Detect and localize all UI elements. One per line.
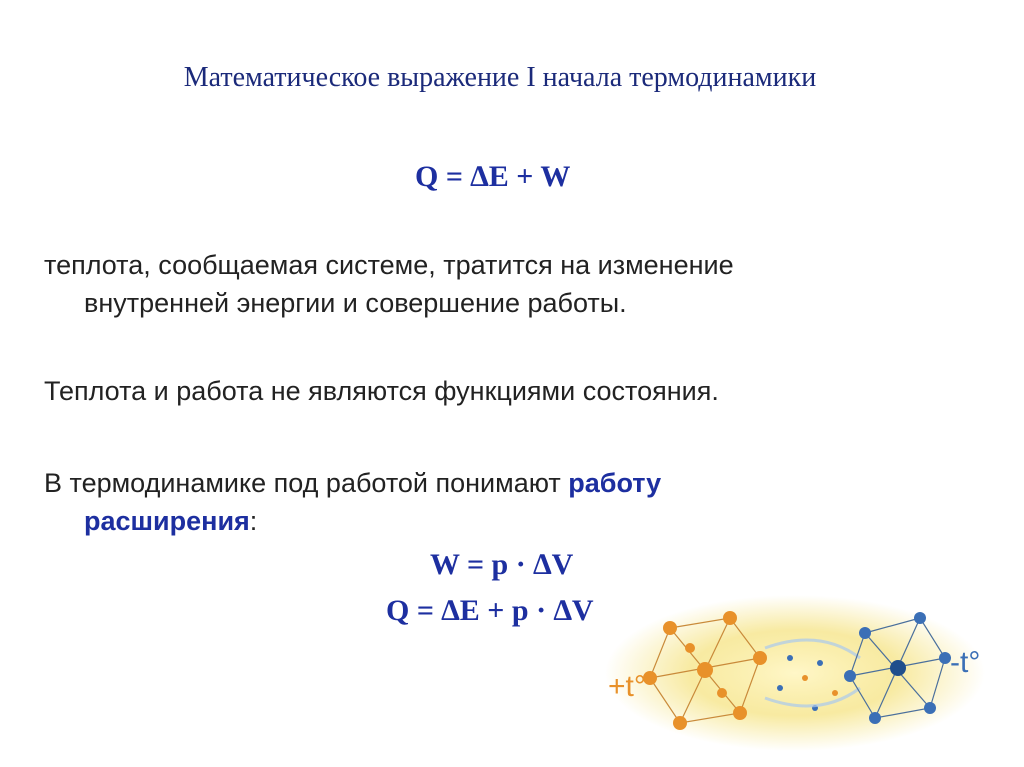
first-law-equation: Q = ∆E + W bbox=[415, 160, 571, 193]
hot-label: +t° bbox=[608, 670, 646, 703]
paragraph-heat-usage-line2: внутренней энергии и совершение работы. bbox=[84, 288, 627, 318]
paragraph-state-functions: Теплота и работа не являются функциями состояния. bbox=[44, 376, 719, 406]
glow-icon bbox=[605, 595, 985, 751]
heat-transfer-illustration bbox=[590, 588, 1020, 758]
paragraph-expansion-work-line2 bbox=[44, 502, 952, 540]
colon: : bbox=[249, 506, 258, 536]
paragraph-expansion-work bbox=[44, 464, 952, 540]
work-equation: W = p · ∆V bbox=[430, 548, 574, 581]
paragraph-heat-usage bbox=[44, 246, 952, 322]
paragraph-heat-usage-line1: теплота, сообщаемая системе, тратится на изменение bbox=[44, 250, 734, 280]
slide-title: Математическое выражение I начала термодинамики bbox=[183, 62, 817, 93]
expansion-work-term-2: расширения bbox=[84, 506, 250, 536]
paragraph-expansion-work-text: В термодинамике под работой понимают bbox=[44, 468, 561, 498]
cold-label: -t° bbox=[950, 646, 981, 679]
paragraph-expansion-work-line1 bbox=[44, 464, 952, 502]
first-law-expanded-equation: Q = ∆E + p · ∆V bbox=[386, 594, 594, 627]
expansion-work-term-1: работу bbox=[568, 468, 662, 498]
